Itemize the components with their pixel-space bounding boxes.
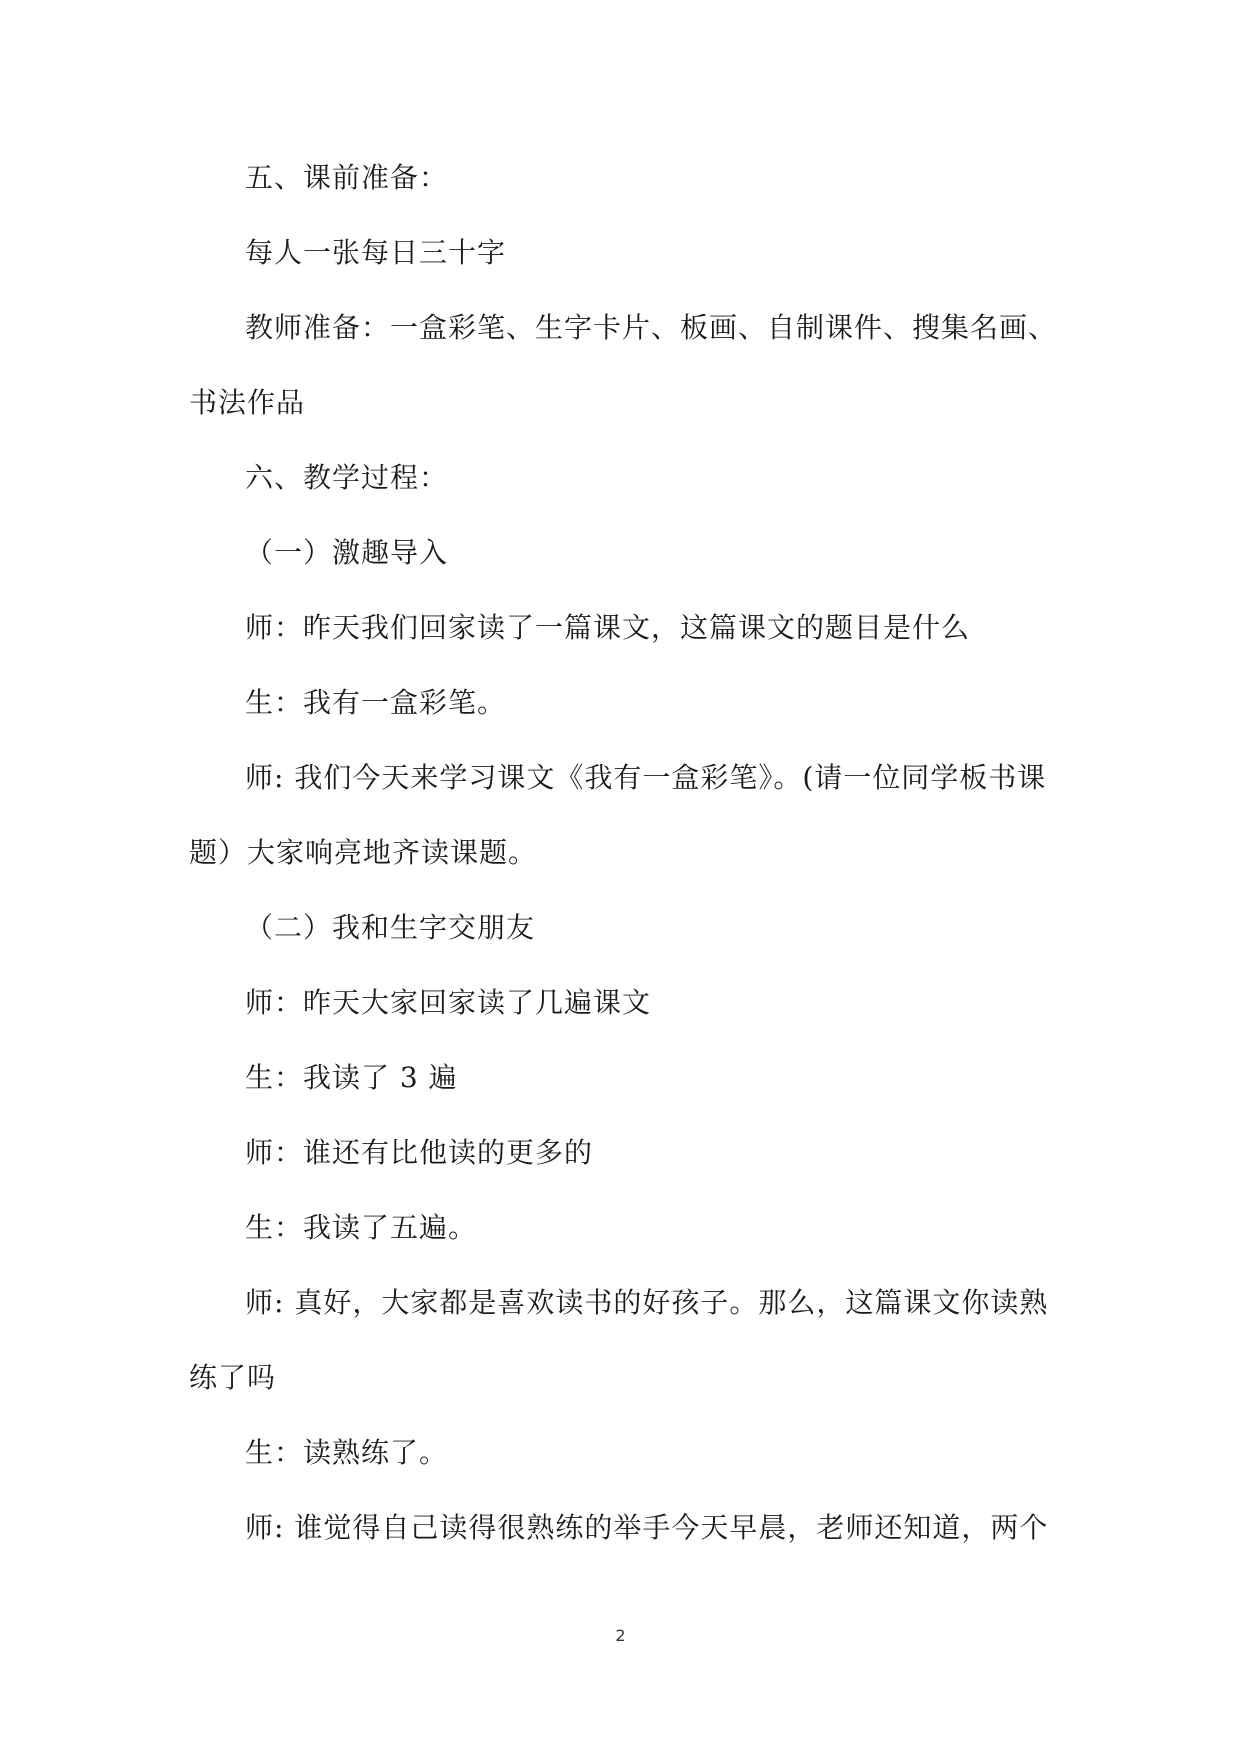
paragraph: 生：我读了 3 遍: [245, 1061, 458, 1094]
paragraph: 师：昨天大家回家读了几遍课文: [245, 986, 652, 1019]
paragraph: （二）我和生字交朋友: [245, 911, 536, 944]
paragraph: 师：昨天我们回家读了一篇课文，这篇课文的题目是什么: [245, 611, 971, 644]
paragraph: 五、课前准备：: [245, 161, 449, 194]
paragraph: 师: 真好，大家都是喜欢读书的好孩子。那么，这篇课文你读熟练了吗: [189, 1286, 1049, 1394]
paragraph: （一）激趣导入: [245, 536, 449, 569]
paragraph: 生：我读了五遍。: [245, 1211, 478, 1244]
paragraph: 教师准备：一盒彩笔、生字卡片、板画、自制课件、搜集名画、书法作品: [189, 311, 1058, 419]
paragraph: 生：读熟练了。: [245, 1436, 449, 1469]
paragraph: 每人一张每日三十字: [245, 236, 507, 269]
document-body: [189, 140, 1059, 1565]
page-number: 2: [615, 1626, 626, 1645]
paragraph: 师：谁还有比他读的更多的: [245, 1136, 594, 1169]
paragraph: 师: 我们今天来学习课文《我有一盒彩笔》。(请一位同学板书课题）大家响亮地齐读课题。: [189, 761, 1047, 869]
paragraph: 六、教学过程：: [245, 461, 449, 494]
paragraph: 生：我有一盒彩笔。: [245, 686, 507, 719]
paragraph: 师: 谁觉得自己读得很熟练的举手今天早晨，老师还知道，两个: [245, 1511, 1049, 1544]
